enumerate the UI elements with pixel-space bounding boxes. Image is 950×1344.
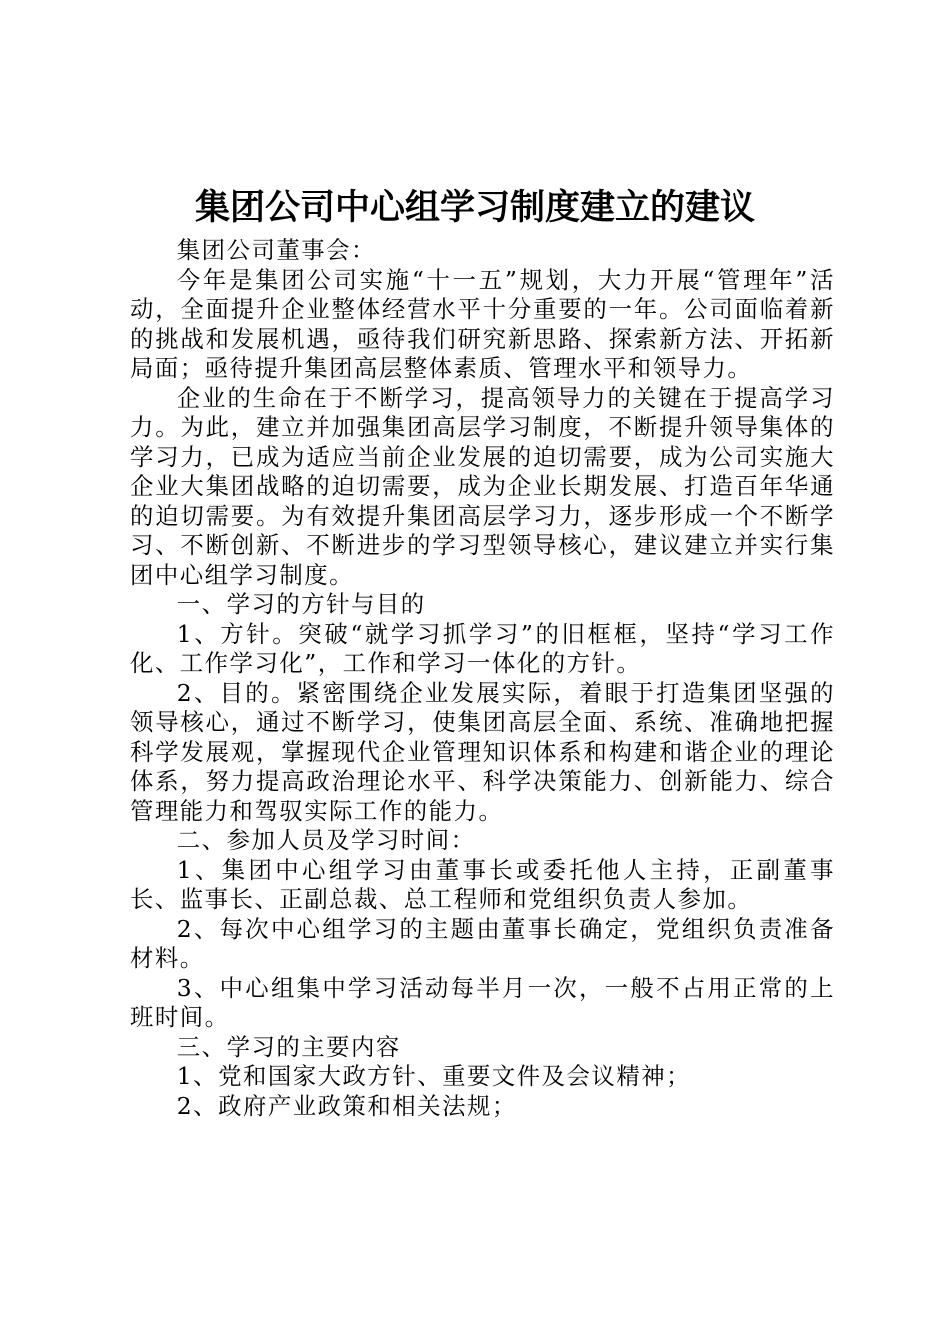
content-item-1: 1、党和国家大政方针、重要文件及会议精神； [176, 1062, 691, 1090]
paragraph-intro: 今年是集团公司实施“十一五”规划，大力开展“管理年”活动，全面提升企业整体经营水平十分重要的一年。公司面临着新的挑战和发展机遇，亟待我们研究新思路、探索新方法、开拓新局面；亟待提升集团高层整体素质、管理水平和领导力。 [130, 265, 835, 382]
section-heading-3: 三、学习的主要内容 [176, 1032, 401, 1061]
item-purpose: 2、目的。紧密围绕企业发展实际，着眼于打造集团坚强的领导核心，通过不断学习，使集团高层全面、系统、准确地把握科学发展观，掌握现代企业管理知识体系和构建和谐企业的理论体系，努力提高政治理论水平、科学决策能力、创新能力、综合管理能力和驾驭实际工作的能力。 [130, 678, 835, 825]
item-topic: 2、每次中心组学习的主题由董事长确定，党组织负责准备材料。 [130, 914, 835, 972]
section-heading-1: 一、学习的方针与目的 [176, 590, 426, 618]
item-schedule: 3、中心组集中学习活动每半月一次，一般不占用正常的上班时间。 [130, 973, 835, 1031]
item-policy: 1、方针。突破“就学习抓学习”的旧框框，坚持“学习工作化、工作学习化”，工作和学习一体化的方针。 [130, 619, 835, 677]
paragraph-rationale: 企业的生命在于不断学习，提高领导力的关键在于提高学习力。为此，建立并加强集团高层学习制度，不断提升领导集体的学习力，已成为适应当前企业发展的迫切需要，成为公司实施大企业大集团战略的迫切需要，成为企业长期发展、打造百年华通的迫切需要。为有效提升集团高层学习力，逐步形成一个不断学习、不断创新、不断进步的学习型领导核心，建议建立并实行集团中心组学习制度。 [130, 383, 835, 589]
section-heading-2: 二、参加人员及学习时间： [176, 826, 476, 854]
salutation: 集团公司董事会： [176, 236, 376, 264]
item-participants: 1、集团中心组学习由董事长或委托他人主持，正副董事长、监事长、正副总裁、总工程师和党组织负责人参加。 [130, 855, 835, 913]
document-title: 集团公司中心组学习制度建立的建议 [194, 188, 755, 228]
document-body [130, 236, 835, 1121]
content-item-2: 2、政府产业政策和相关法规； [176, 1091, 517, 1120]
